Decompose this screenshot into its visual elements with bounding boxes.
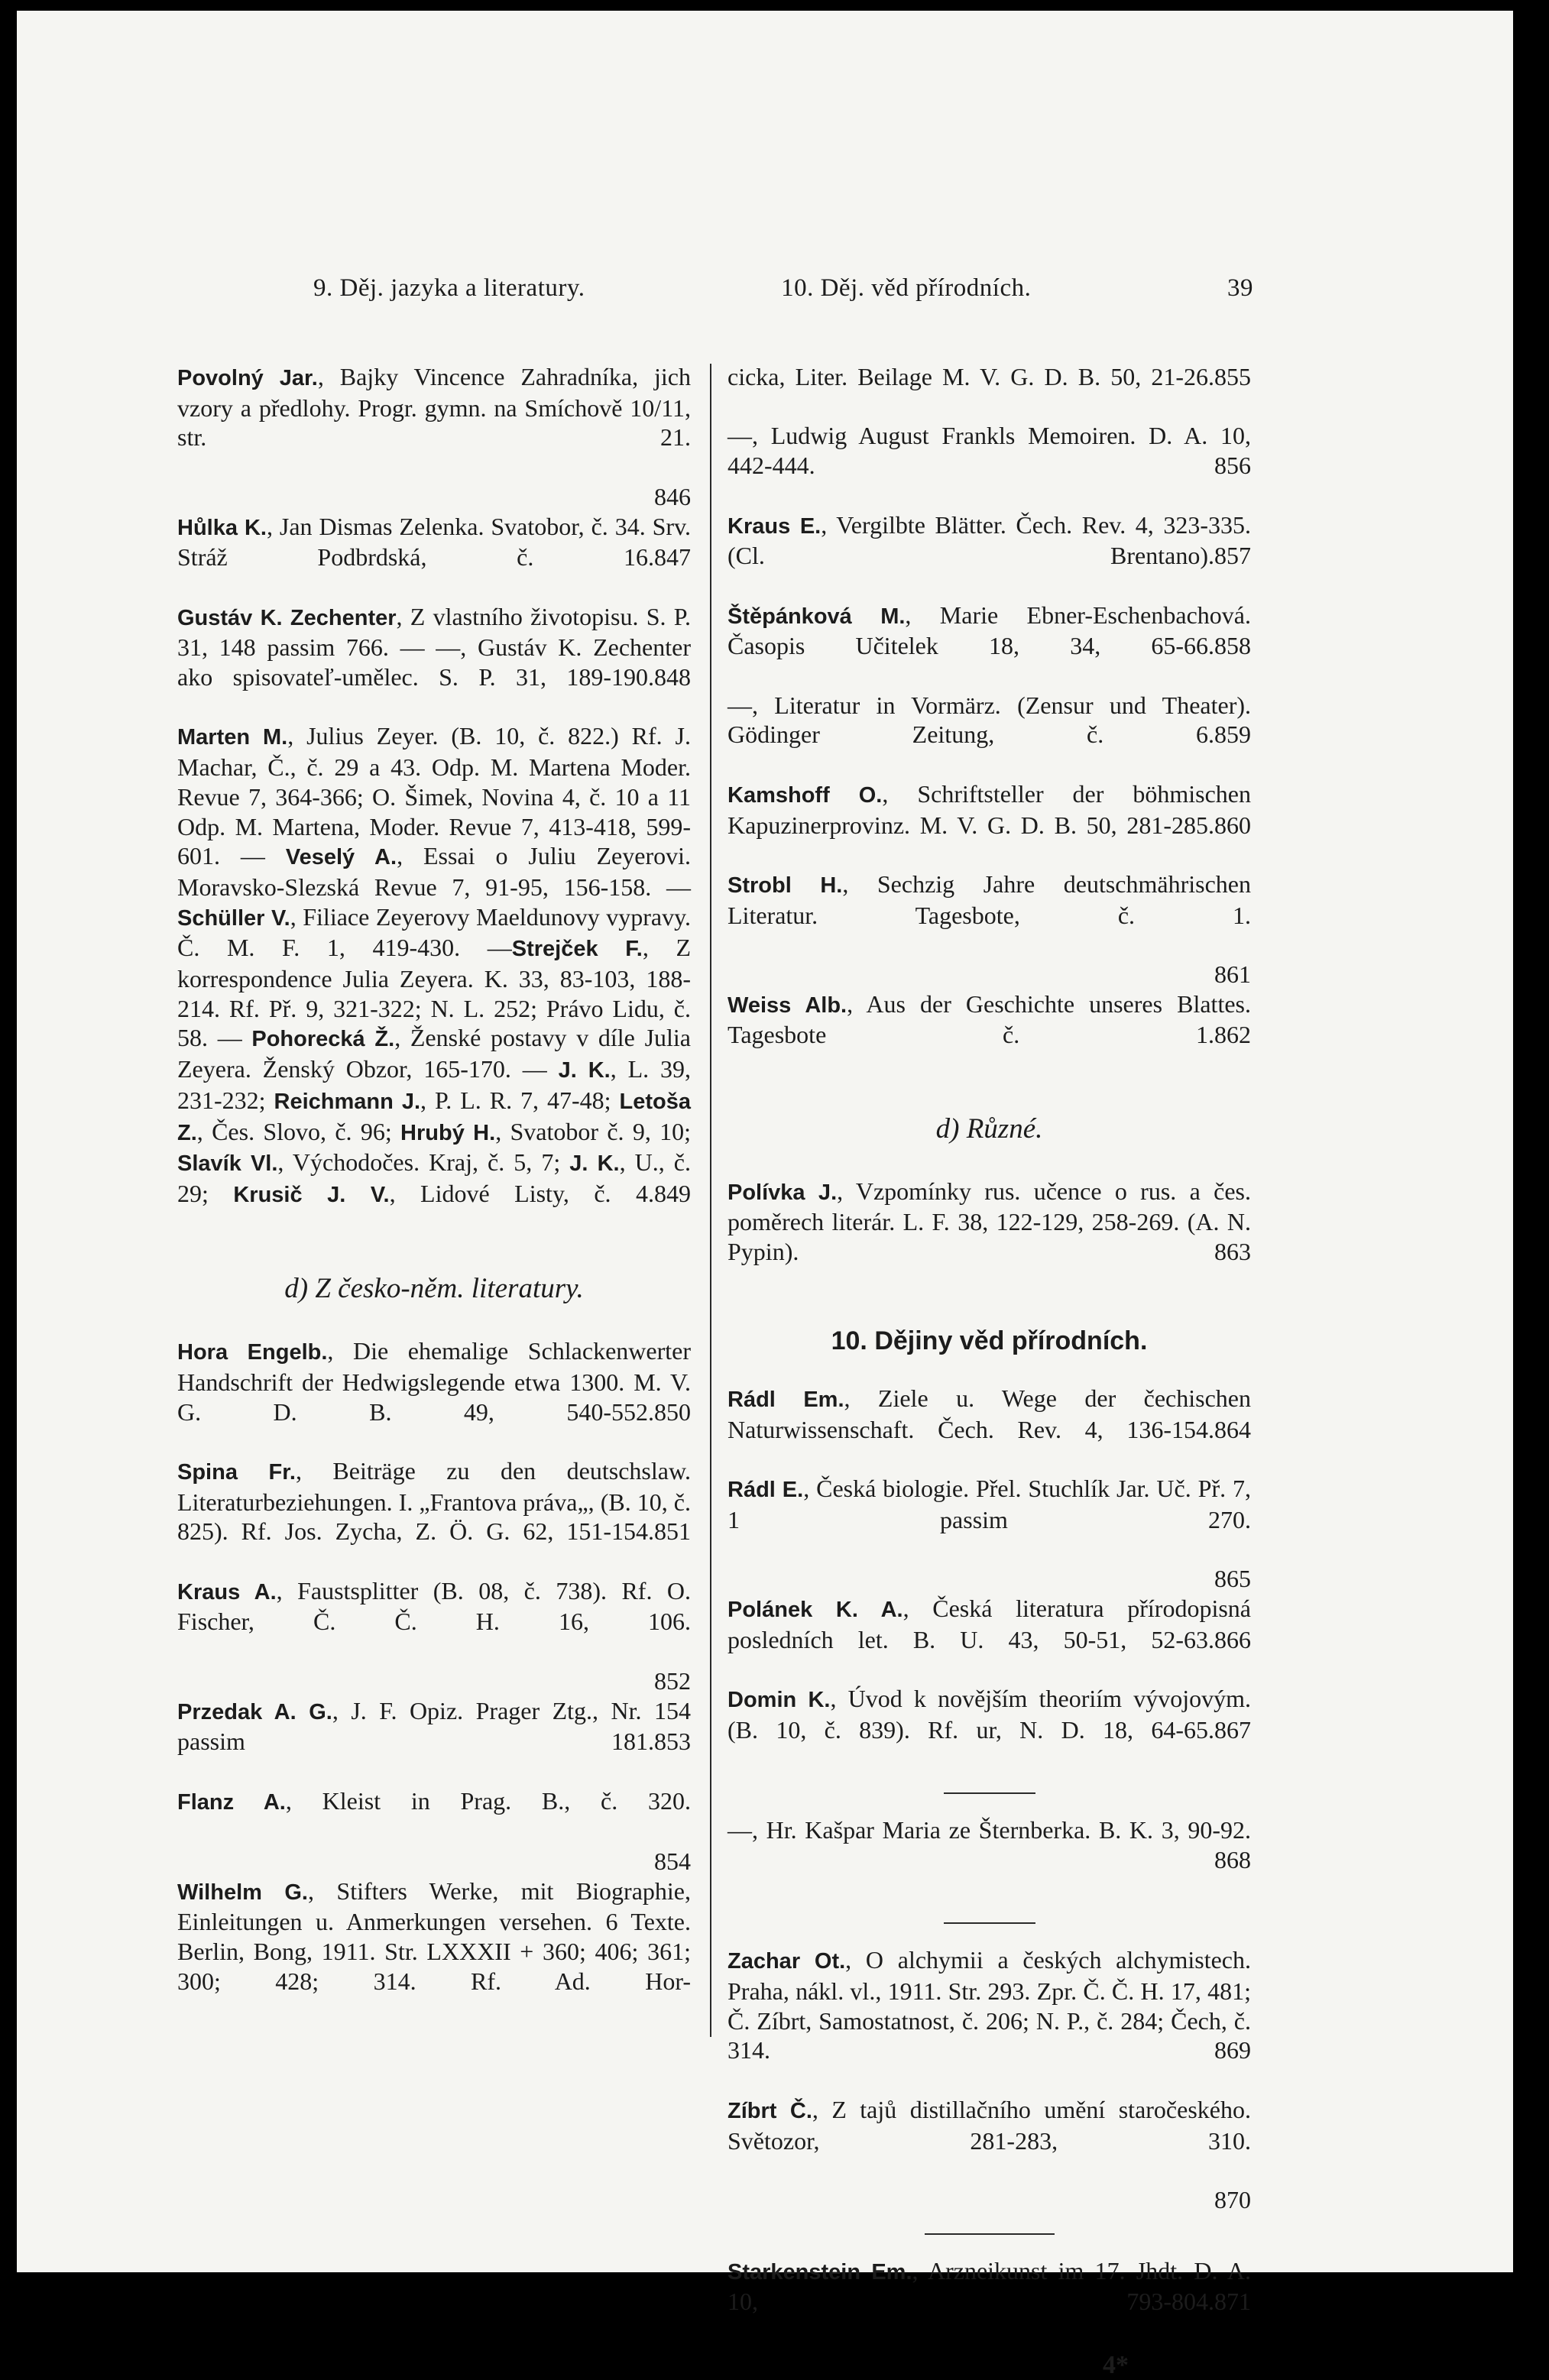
entry-856	[728, 421, 1251, 510]
entry-author: Gustáv K. Zechenter	[177, 605, 397, 630]
entry-author: Kraus E.	[728, 513, 821, 539]
entry-number: 864	[1214, 1415, 1251, 1443]
entry-number: 851	[654, 1517, 691, 1546]
entry-author: Marten M.	[177, 725, 288, 750]
entry-author: Veselý A.	[285, 845, 397, 870]
entry-853	[177, 1696, 691, 1786]
entry-author: Polívka J.	[728, 1180, 838, 1205]
entry-author: Hrubý H.	[400, 1120, 496, 1145]
entry-number: 871	[1214, 2288, 1251, 2316]
entry-862	[728, 989, 1251, 1080]
entry-author: Štěpánková M.	[728, 604, 906, 629]
entry-author: Reichmann J.	[274, 1089, 421, 1114]
entry-author: Starkenstein Em.	[728, 2259, 912, 2284]
entry-854	[177, 1786, 691, 1847]
entry-text: cicka, Liter. Beilage M. V. G. D. B. 50, 21-26.	[728, 363, 1214, 390]
entry-number: 865	[1214, 1565, 1251, 1593]
entry-851	[177, 1456, 691, 1576]
entry-852	[177, 1576, 691, 1666]
entry-text: , Die ehemalige Schlackenwerter Handschrift der Hedwigslegende etwa 1300. M. V. G. D. B. 49, 540-552.	[177, 1337, 692, 1426]
entry-859	[728, 691, 1251, 779]
entry-author: Slavík Vl.	[177, 1151, 278, 1177]
entry-number: 847	[654, 543, 691, 572]
entry-865	[728, 1474, 1251, 1564]
entry-text: , Marie Ebner-Eschenbachová. Časopis Učitelek 18, 34, 65-66.	[728, 601, 1251, 660]
entry-858	[728, 601, 1251, 691]
entry-number: 846	[654, 482, 691, 510]
entry-author: Domin K.	[728, 1688, 831, 1713]
entry-868	[728, 1815, 1251, 1904]
entry-text: , Faustsplitter (B. 08, č. 738). Rf. O. Fischer, Č. Č. H. 16, 106.	[177, 1576, 691, 1636]
entry-author: Pohorecká Ž.	[251, 1027, 395, 1052]
entry-text: , Essai o Juliu Zeyerovi. Moravsko-Slezská Revue 7, 91-95, 156-158. —	[177, 842, 692, 901]
section-heading: d) Různé.	[935, 1112, 1043, 1145]
entry-author: Spina Fr.	[177, 1459, 296, 1485]
entry-text: , Sechzig Jahre deutschmährischen Literatur. Tagesbote, č. 1.	[728, 869, 1251, 929]
entry-text: —, Literatur in Vormärz. (Zensur und Theater). Gödinger Zeitung, č. 6.	[728, 691, 1251, 749]
entry-text: , Jan Dismas Zelenka. Svatobor, č. 34. Srv. Stráž Podbrdská, č. 16.	[177, 512, 692, 572]
entry-text: , Východočes. Kraj, č. 5, 7;	[277, 1148, 570, 1177]
signature-mark: 4*	[1103, 2350, 1129, 2379]
right-column	[728, 362, 1251, 2380]
entry-number: 870	[1214, 2185, 1251, 2213]
entry-number: 860	[1214, 811, 1251, 839]
separator-rule	[944, 1922, 1035, 1924]
entry-number: 863	[1214, 1237, 1251, 1265]
entry-number: 859	[1214, 720, 1251, 749]
entry-848	[177, 602, 691, 722]
entry-869	[728, 1945, 1251, 2095]
entry-text: , Bajky Vincence Zahradníka, jich vzory a předlohy. Progr. gymn. na Smíchově 10/11, str. 21.	[177, 363, 692, 452]
entry-text: , Beiträge zu den deutschslaw. Literaturbeziehungen. I. „Frantova práva„, (B. 10, č. 825). Rf. Jos. Zycha, Z. Ö. G. 62, 151-154.	[177, 1456, 691, 1546]
entry-850	[177, 1336, 691, 1456]
entry-author: J. K.	[558, 1058, 611, 1083]
entry-author: Povolný Jar.	[177, 366, 318, 390]
entry-text: , Česká literatura přírodopisná posledních let. B. U. 43, 50-51, 52-63.	[728, 1595, 1251, 1653]
entry-number: 857	[1214, 542, 1251, 570]
entry-text: , Aus der Geschichte unseres Blattes. Tagesbote č. 1.	[728, 989, 1251, 1049]
chapter-heading: 10. Dějiny věd přírodních.	[831, 1326, 1148, 1356]
entry-849	[177, 721, 691, 1239]
separator-rule	[925, 2233, 1055, 2235]
entry-867	[728, 1684, 1251, 1774]
entry-text: , Filiace Zeyerovy Maeldunovy vypravy. Č. M. F. 1, 419-430. —	[177, 902, 691, 962]
header-left: 9. Děj. jazyka a literatury.	[313, 274, 585, 302]
entry-author: Kraus A.	[177, 1579, 277, 1604]
entry-text: , J. F. Opiz. Prager Ztg., Nr. 154 passim 181.	[177, 1696, 692, 1756]
entry-text: —, Ludwig August Frankls Memoiren. D. A. 10, 442-444.	[728, 422, 1251, 480]
entry-text: , Vergilbte Blätter. Čech. Rev. 4, 323-335. (Cl. Brentano).	[728, 510, 1251, 570]
entry-author: Zachar Ot.	[728, 1949, 846, 1974]
entry-text: , O alchymii a českých alchymistech. Praha, nákl. vl., 1911. Str. 293. Zpr. Č. Č. H. 17, 481; Č. Zíbrt, Samostatnost, č. 206; N. P., č. 284; Čech, č. 314.	[728, 1946, 1252, 2064]
entry-847	[177, 512, 691, 602]
entry-number: 853	[654, 1728, 691, 1756]
entry-871	[728, 2256, 1251, 2346]
entry-author: Hůlka K.	[177, 515, 267, 540]
entry-863	[728, 1177, 1251, 1297]
entry-text: , Lidové Listy, č. 4.	[389, 1179, 655, 1207]
entry-number: 866	[1214, 1625, 1251, 1653]
left-column	[177, 362, 691, 2025]
entry-870	[728, 2095, 1251, 2185]
entry-author: Strejček F.	[511, 937, 643, 962]
entry-author: Wilhelm G.	[177, 1880, 308, 1905]
entry-number: 850	[654, 1397, 691, 1426]
entry-author: Przedak A. G.	[177, 1699, 332, 1724]
entry-text: , Ženské postavy v díle Julia Zeyera. Ženský Obzor, 165-170. —	[177, 1024, 691, 1083]
entry-text: , U., č. 29;	[177, 1148, 692, 1207]
entry-number: 849	[654, 1179, 691, 1207]
entry-text: , P. L. R. 7, 47-48;	[420, 1086, 620, 1114]
entry-864	[728, 1384, 1251, 1474]
entry-text: , Vzpomínky rus. učence o rus. a čes. poměrech literár. L. F. 38, 122-129, 258-269. (A. N. Pypin).	[728, 1177, 1251, 1265]
separator-rule	[944, 1792, 1035, 1794]
entry-author: Letoša Z.	[177, 1089, 692, 1145]
entry-number: 854	[654, 1847, 691, 1876]
entry-author: Hora Engelb.	[177, 1340, 328, 1365]
entry-860	[728, 779, 1251, 869]
entry-number: 858	[1214, 632, 1251, 660]
scanned-page	[17, 11, 1513, 2379]
entry-number: 868	[1214, 1845, 1251, 1873]
running-header	[313, 274, 1253, 303]
entry-author: Krusič J. V.	[233, 1182, 390, 1207]
entry-author: Rádl Em.	[728, 1388, 844, 1413]
entry-author: J. K.	[569, 1151, 620, 1177]
entry-text: —, Hr. Kašpar Maria ze Šternberka. B. K. 3, 90-92.	[728, 1816, 1251, 1844]
entry-866	[728, 1594, 1251, 1684]
header-right: 10. Děj. věd přírodních.	[781, 274, 1032, 302]
entry-author: Rádl E.	[728, 1478, 804, 1503]
entry-text: , Z vlastního životopisu. S. P. 31, 148 passim 766. — —, Gustáv K. Zechenter ako spisovateľ-umělec. S. P. 31, 189-190.	[177, 602, 692, 691]
entry-855	[728, 362, 1251, 421]
section-heading: d) Z česko-něm. literatury.	[284, 1273, 584, 1305]
entry-number: 869	[1214, 2036, 1251, 2064]
entry-author: Schüller V.	[177, 905, 290, 931]
entry-number: 856	[1214, 452, 1251, 480]
entry-846	[177, 362, 691, 482]
entry-number: 852	[654, 1666, 691, 1695]
entry-number: 848	[654, 663, 691, 691]
entry-text: , Z korrespondence Julia Zeyera. K. 33, 83-103, 188-214. Rf. Př. 9, 321-322; N. L. 252; Právo Lidu, č. 58. —	[177, 934, 692, 1052]
entry-author: Flanz A.	[177, 1789, 286, 1815]
entry-number: 862	[1214, 1021, 1251, 1049]
entry-author: Kamshoff O.	[728, 782, 883, 808]
entry-text: , Arzneikunst im 17. Jhdt. D. A. 10, 793-804.	[728, 2256, 1251, 2316]
entry-text: , Stifters Werke, mit Biographie, Einleitungen u. Anmerkungen versehen. 6 Texte. Berlin, Bong, 1911. Str. LXXXII + 360; 406; 361; 300; 428; 314. Rf. Ad. Hor-	[177, 1876, 692, 1995]
entry-text: , Čes. Slovo, č. 96;	[196, 1117, 401, 1145]
entry-author: Zíbrt Č.	[728, 2098, 812, 2123]
entry-number: 855	[1214, 363, 1251, 390]
entry-861	[728, 869, 1251, 960]
column-divider	[710, 364, 711, 2037]
entry-text: , Julius Zeyer. (B. 10, č. 822.) Rf. J. Machar, Č., č. 29 a 43. Odp. M. Martena Moder. Revue 7, 364-366; O. Šimek, Novina 4, č. 10 a 11 Odp. M. Martena, Moder. Revue 7, 413-418, 599-601. —	[177, 722, 692, 870]
entry-text: , Česká biologie. Přel. Stuchlík Jar. Uč. Př. 7, 1 passim 270.	[728, 1475, 1251, 1533]
page-number: 39	[1227, 274, 1253, 302]
entry-text: , Kleist in Prag. B., č. 320.	[285, 1786, 691, 1815]
entry-text: , Schriftsteller der böhmischen Kapuzinerprovinz. M. V. G. D. B. 50, 281-285.	[728, 779, 1251, 839]
entry-text: , Z tajů distillačního umění staročeského. Světozor, 281-283, 310.	[728, 2095, 1251, 2155]
entry-text: , Úvod k novějším theoriím vývojovým. (B. 10, č. 839). Rf. ur, N. D. 18, 64-65.	[728, 1685, 1251, 1744]
entry-number: 867	[1214, 1715, 1251, 1744]
entry-text: , Svatobor č. 9, 10;	[495, 1117, 692, 1145]
entry-855-start	[177, 1876, 691, 2026]
entry-text: , Ziele u. Wege der čechischen Naturwissenschaft. Čech. Rev. 4, 136-154.	[728, 1384, 1251, 1443]
entry-author: Weiss Alb.	[728, 992, 847, 1018]
entry-857	[728, 510, 1251, 601]
entry-number: 861	[1214, 960, 1251, 989]
entry-author: Polánek K. A.	[728, 1598, 903, 1623]
entry-author: Strobl H.	[728, 873, 843, 898]
entry-text: , L. 39, 231-232;	[177, 1055, 692, 1114]
